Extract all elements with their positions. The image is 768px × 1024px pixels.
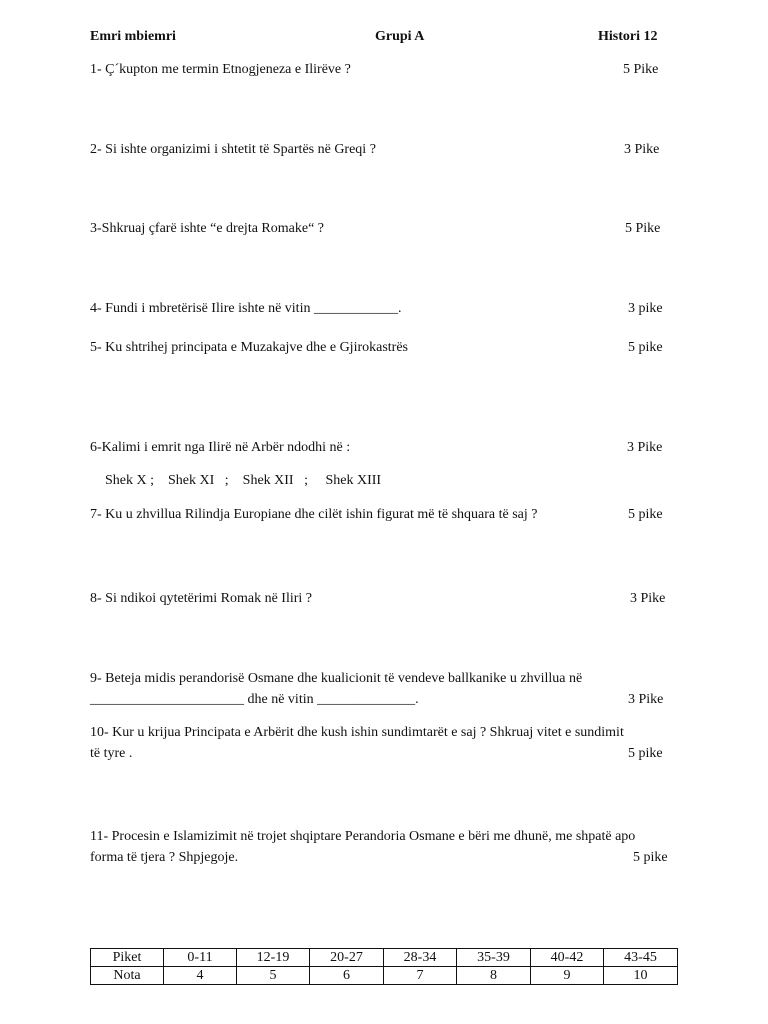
points-8: 3 Pike	[630, 591, 666, 606]
grade-table	[90, 948, 678, 985]
table-cell: 9	[531, 967, 604, 985]
question-8: 8- Si ndikoi qytetërimi Romak në Iliri ?	[90, 591, 313, 606]
question-9-line-2: ______________________ dhe në vitin ______________.	[90, 692, 419, 707]
table-cell: 4	[164, 967, 237, 985]
table-cell: 7	[384, 967, 457, 985]
question-11-line-2: forma të tjera ? Shpjegoje.	[90, 850, 239, 865]
question-5: 5- Ku shtrihej principata e Muzakajve dhe e Gjirokastrës	[90, 340, 409, 355]
question-1: 1- Ç´kupton me termin Etnogjeneza e Ilirëve ?	[90, 62, 351, 77]
points-10: 5 pike	[628, 746, 663, 761]
points-1: 5 Pike	[623, 62, 659, 77]
table-cell: 35-39	[457, 949, 531, 967]
question-6: 6-Kalimi i emrit nga Ilirë në Arbër ndodhi në :	[90, 440, 351, 455]
table-cell: 28-34	[384, 949, 457, 967]
question-4: 4- Fundi i mbretërisë Ilire ishte në vitin ____________.	[90, 301, 402, 316]
points-2: 3 Pike	[624, 142, 660, 157]
question-11-line-1: 11- Procesin e Islamizimit në trojet shqiptare Perandoria Osmane e bëri me dhunë, me shpatë apo	[90, 829, 636, 844]
question-2: 2- Si ishte organizimi i shtetit të Spartës në Greqi ?	[90, 142, 376, 157]
question-3: 3-Shkruaj çfarë ishte “e drejta Romake“ ?	[90, 221, 325, 236]
points-11: 5 pike	[633, 850, 668, 865]
table-cell: 12-19	[237, 949, 310, 967]
points-9: 3 Pike	[628, 692, 664, 707]
points-5: 5 pike	[628, 340, 663, 355]
subject-label: Histori 12	[598, 29, 658, 44]
table-cell: Piket	[91, 949, 164, 967]
question-7: 7- Ku u zhvillua Rilindja Europiane dhe cilët ishin figurat më të shquara të saj ?	[90, 507, 538, 522]
group-label: Grupi A	[375, 29, 425, 44]
table-cell: 40-42	[531, 949, 604, 967]
points-7: 5 pike	[628, 507, 663, 522]
table-cell: 20-27	[310, 949, 384, 967]
question-10-line-1: 10- Kur u krijua Principata e Arbërit dhe kush ishin sundimtarët e saj ? Shkruaj vitet e sundimit	[90, 725, 624, 740]
table-row-points	[91, 949, 678, 967]
question-9-line-1: 9- Beteja midis perandorisë Osmane dhe kualicionit të vendeve ballkanike u zhvillua në	[90, 671, 583, 686]
name-label: Emri mbiemri	[90, 29, 176, 44]
table-cell: 43-45	[604, 949, 678, 967]
points-3: 5 Pike	[625, 221, 661, 236]
table-cell: 6	[310, 967, 384, 985]
table-cell: 8	[457, 967, 531, 985]
question-10-line-2: të tyre .	[90, 746, 133, 761]
table-cell: 0-11	[164, 949, 237, 967]
table-cell: Nota	[91, 967, 164, 985]
points-6: 3 Pike	[627, 440, 663, 455]
points-4: 3 pike	[628, 301, 663, 316]
table-cell: 5	[237, 967, 310, 985]
table-row-grades	[91, 967, 678, 985]
table-cell: 10	[604, 967, 678, 985]
question-6-options: Shek X ; Shek XI ; Shek XII ; Shek XIII	[105, 473, 382, 488]
